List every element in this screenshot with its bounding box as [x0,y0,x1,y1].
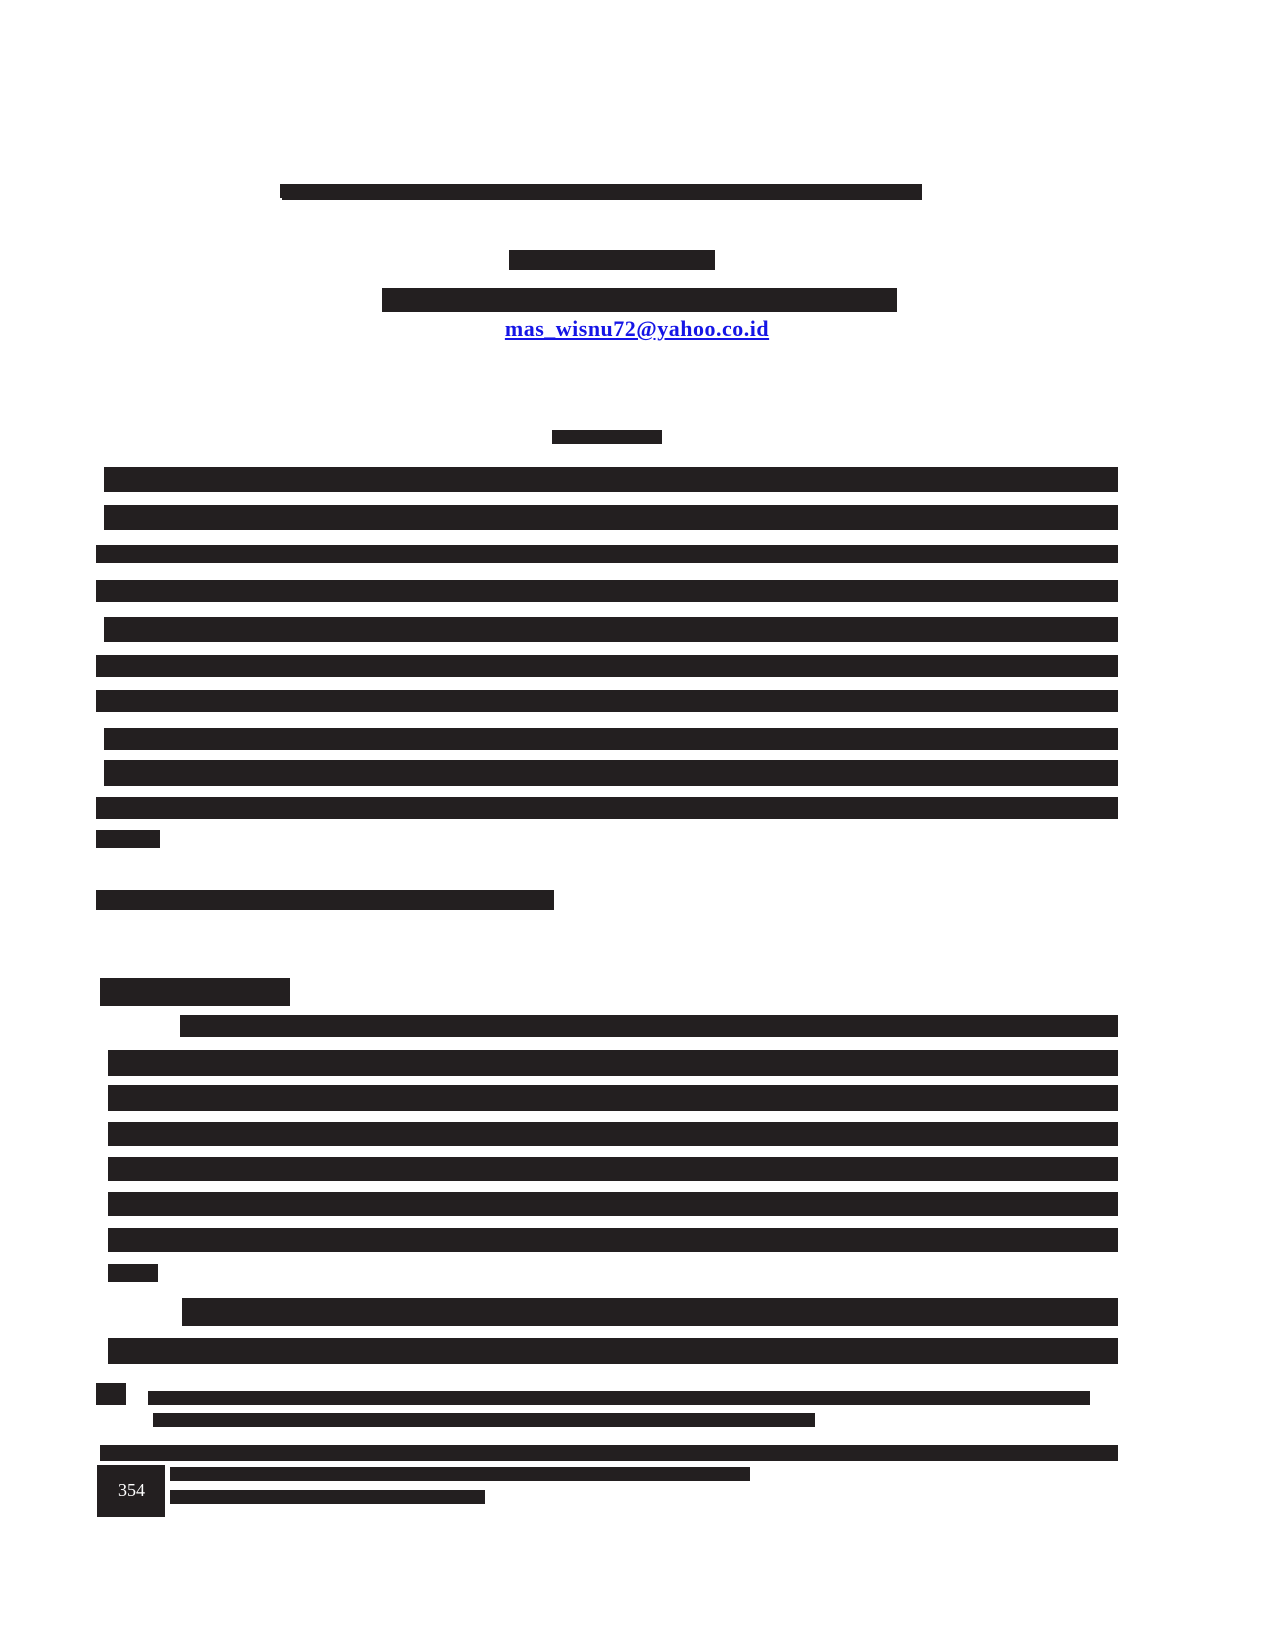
abstract-line [104,505,1118,530]
body-line [180,1015,1118,1037]
footnote-line [148,1391,1090,1405]
author-name [509,250,715,270]
body-line [108,1264,158,1282]
footnote-marker [96,1383,126,1405]
abstract-line [96,830,160,848]
footer-rule [100,1445,1118,1461]
footnote-line [153,1413,815,1427]
body-line [182,1298,1118,1326]
abstract-line [96,690,1118,712]
body-line [108,1050,1118,1076]
section-heading-introduction [100,978,290,1006]
body-line [108,1122,1118,1146]
abstract-line [104,760,1118,786]
abstract-line [104,617,1118,642]
keywords-line [96,890,554,910]
footer-journal-line [170,1490,485,1504]
abstract-line [96,797,1118,819]
abstract-heading [552,430,662,444]
abstract-line [104,467,1118,492]
author-affiliation [382,288,897,312]
paper-title-underpart [282,190,922,200]
abstract-line [96,545,1118,563]
abstract-line [104,728,1118,750]
abstract-line [96,655,1118,677]
page-number: 354 [118,1480,145,1500]
body-line [108,1228,1118,1252]
body-line [108,1192,1118,1216]
body-line [108,1338,1118,1364]
footer-journal-line [170,1467,750,1481]
abstract-line [96,580,1118,602]
author-email-link[interactable]: mas_wisnu72@yahoo.co.id [504,316,770,341]
body-line [108,1157,1118,1181]
body-line [108,1085,1118,1111]
